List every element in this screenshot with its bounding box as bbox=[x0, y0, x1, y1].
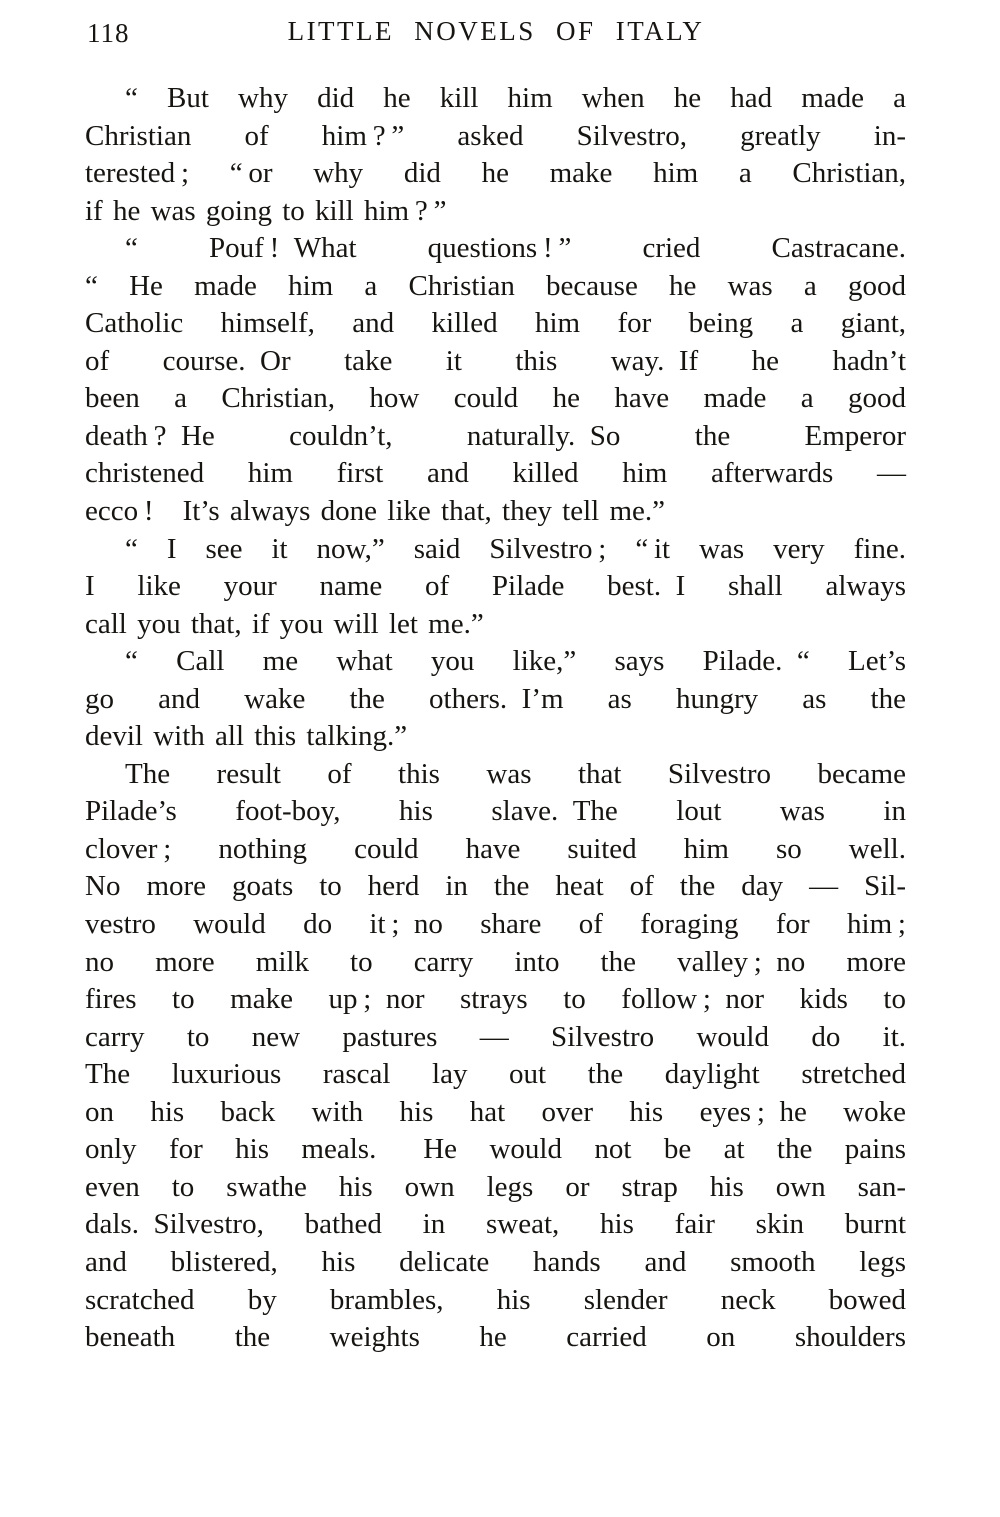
text-line: terested ; “ or why did he make him a Christian, bbox=[85, 157, 906, 190]
text-line: clover ; nothing could have suited him so well. bbox=[85, 832, 906, 865]
paragraph bbox=[85, 230, 906, 530]
page-body bbox=[85, 80, 906, 1357]
paragraph bbox=[85, 756, 906, 1357]
text-line: ecco ! It’s always done like that, they tell me.” bbox=[85, 495, 666, 528]
text-line: carry to new pastures — Silvestro would do it. bbox=[85, 1020, 906, 1053]
text-line: “ Call me what you like,” says Pilade. “ Let’s bbox=[125, 645, 906, 678]
text-line: christened him first and killed him afterwards — bbox=[85, 457, 906, 490]
text-line: on his back with his hat over his eyes ; he woke bbox=[85, 1095, 906, 1128]
text-line: call you that, if you will let me.” bbox=[85, 607, 484, 640]
running-title: LITTLE NOVELS OF ITALY bbox=[287, 16, 705, 46]
text-line: only for his meals. He would not be at the pains bbox=[85, 1133, 906, 1166]
text-line: I like your name of Pilade best. I shall always bbox=[85, 570, 906, 603]
text-line: Christian of him ? ” asked Silvestro, greatly in- bbox=[85, 119, 906, 152]
text-line: scratched by brambles, his slender neck bowed bbox=[85, 1283, 906, 1316]
page-number: 118 bbox=[87, 18, 130, 48]
text-line: “ Pouf ! What questions ! ” cried Castracane. bbox=[125, 232, 906, 265]
text-line: vestro would do it ; no share of foraging for him ; bbox=[85, 908, 906, 941]
paragraph bbox=[85, 80, 906, 230]
paragraph bbox=[85, 643, 906, 756]
text-line: Catholic himself, and killed him for being a giant, bbox=[85, 307, 906, 340]
text-line: fires to make up ; nor strays to follow ; nor kids to bbox=[85, 983, 906, 1016]
text-line: no more milk to carry into the valley ; no more bbox=[85, 945, 906, 978]
text-line: “ I see it now,” said Silvestro ; “ it was very fine. bbox=[125, 532, 906, 565]
text-line: Pilade’s foot-boy, his slave. The lout was in bbox=[85, 795, 906, 828]
text-line: No more goats to herd in the heat of the day — Sil- bbox=[85, 870, 906, 903]
text-line: beneath the weights he carried on shoulders bbox=[85, 1321, 906, 1354]
text-line: and blistered, his delicate hands and smooth legs bbox=[85, 1245, 906, 1278]
text-line: been a Christian, how could he have made a good bbox=[85, 382, 906, 415]
page-header bbox=[85, 16, 907, 56]
text-line: death ? He couldn’t, naturally. So the Emperor bbox=[85, 419, 906, 452]
text-line: go and wake the others. I’m as hungry as the bbox=[85, 682, 906, 715]
text-line: even to swathe his own legs or strap his own san- bbox=[85, 1170, 906, 1203]
text-line: “ But why did he kill him when he had made a bbox=[125, 82, 906, 114]
text-line: devil with all this talking.” bbox=[85, 720, 408, 753]
paragraph bbox=[85, 531, 906, 644]
text-line: if he was going to kill him ? ” bbox=[85, 194, 447, 227]
text-line: The result of this was that Silvestro became bbox=[125, 757, 906, 790]
text-line: dals. Silvestro, bathed in sweat, his fair skin burnt bbox=[85, 1208, 906, 1241]
text-line: “ He made him a Christian because he was a good bbox=[85, 269, 906, 302]
text-line: of course. Or take it this way. If he hadn’t bbox=[85, 344, 906, 377]
text-line: The luxurious rascal lay out the daylight stretched bbox=[85, 1058, 906, 1091]
